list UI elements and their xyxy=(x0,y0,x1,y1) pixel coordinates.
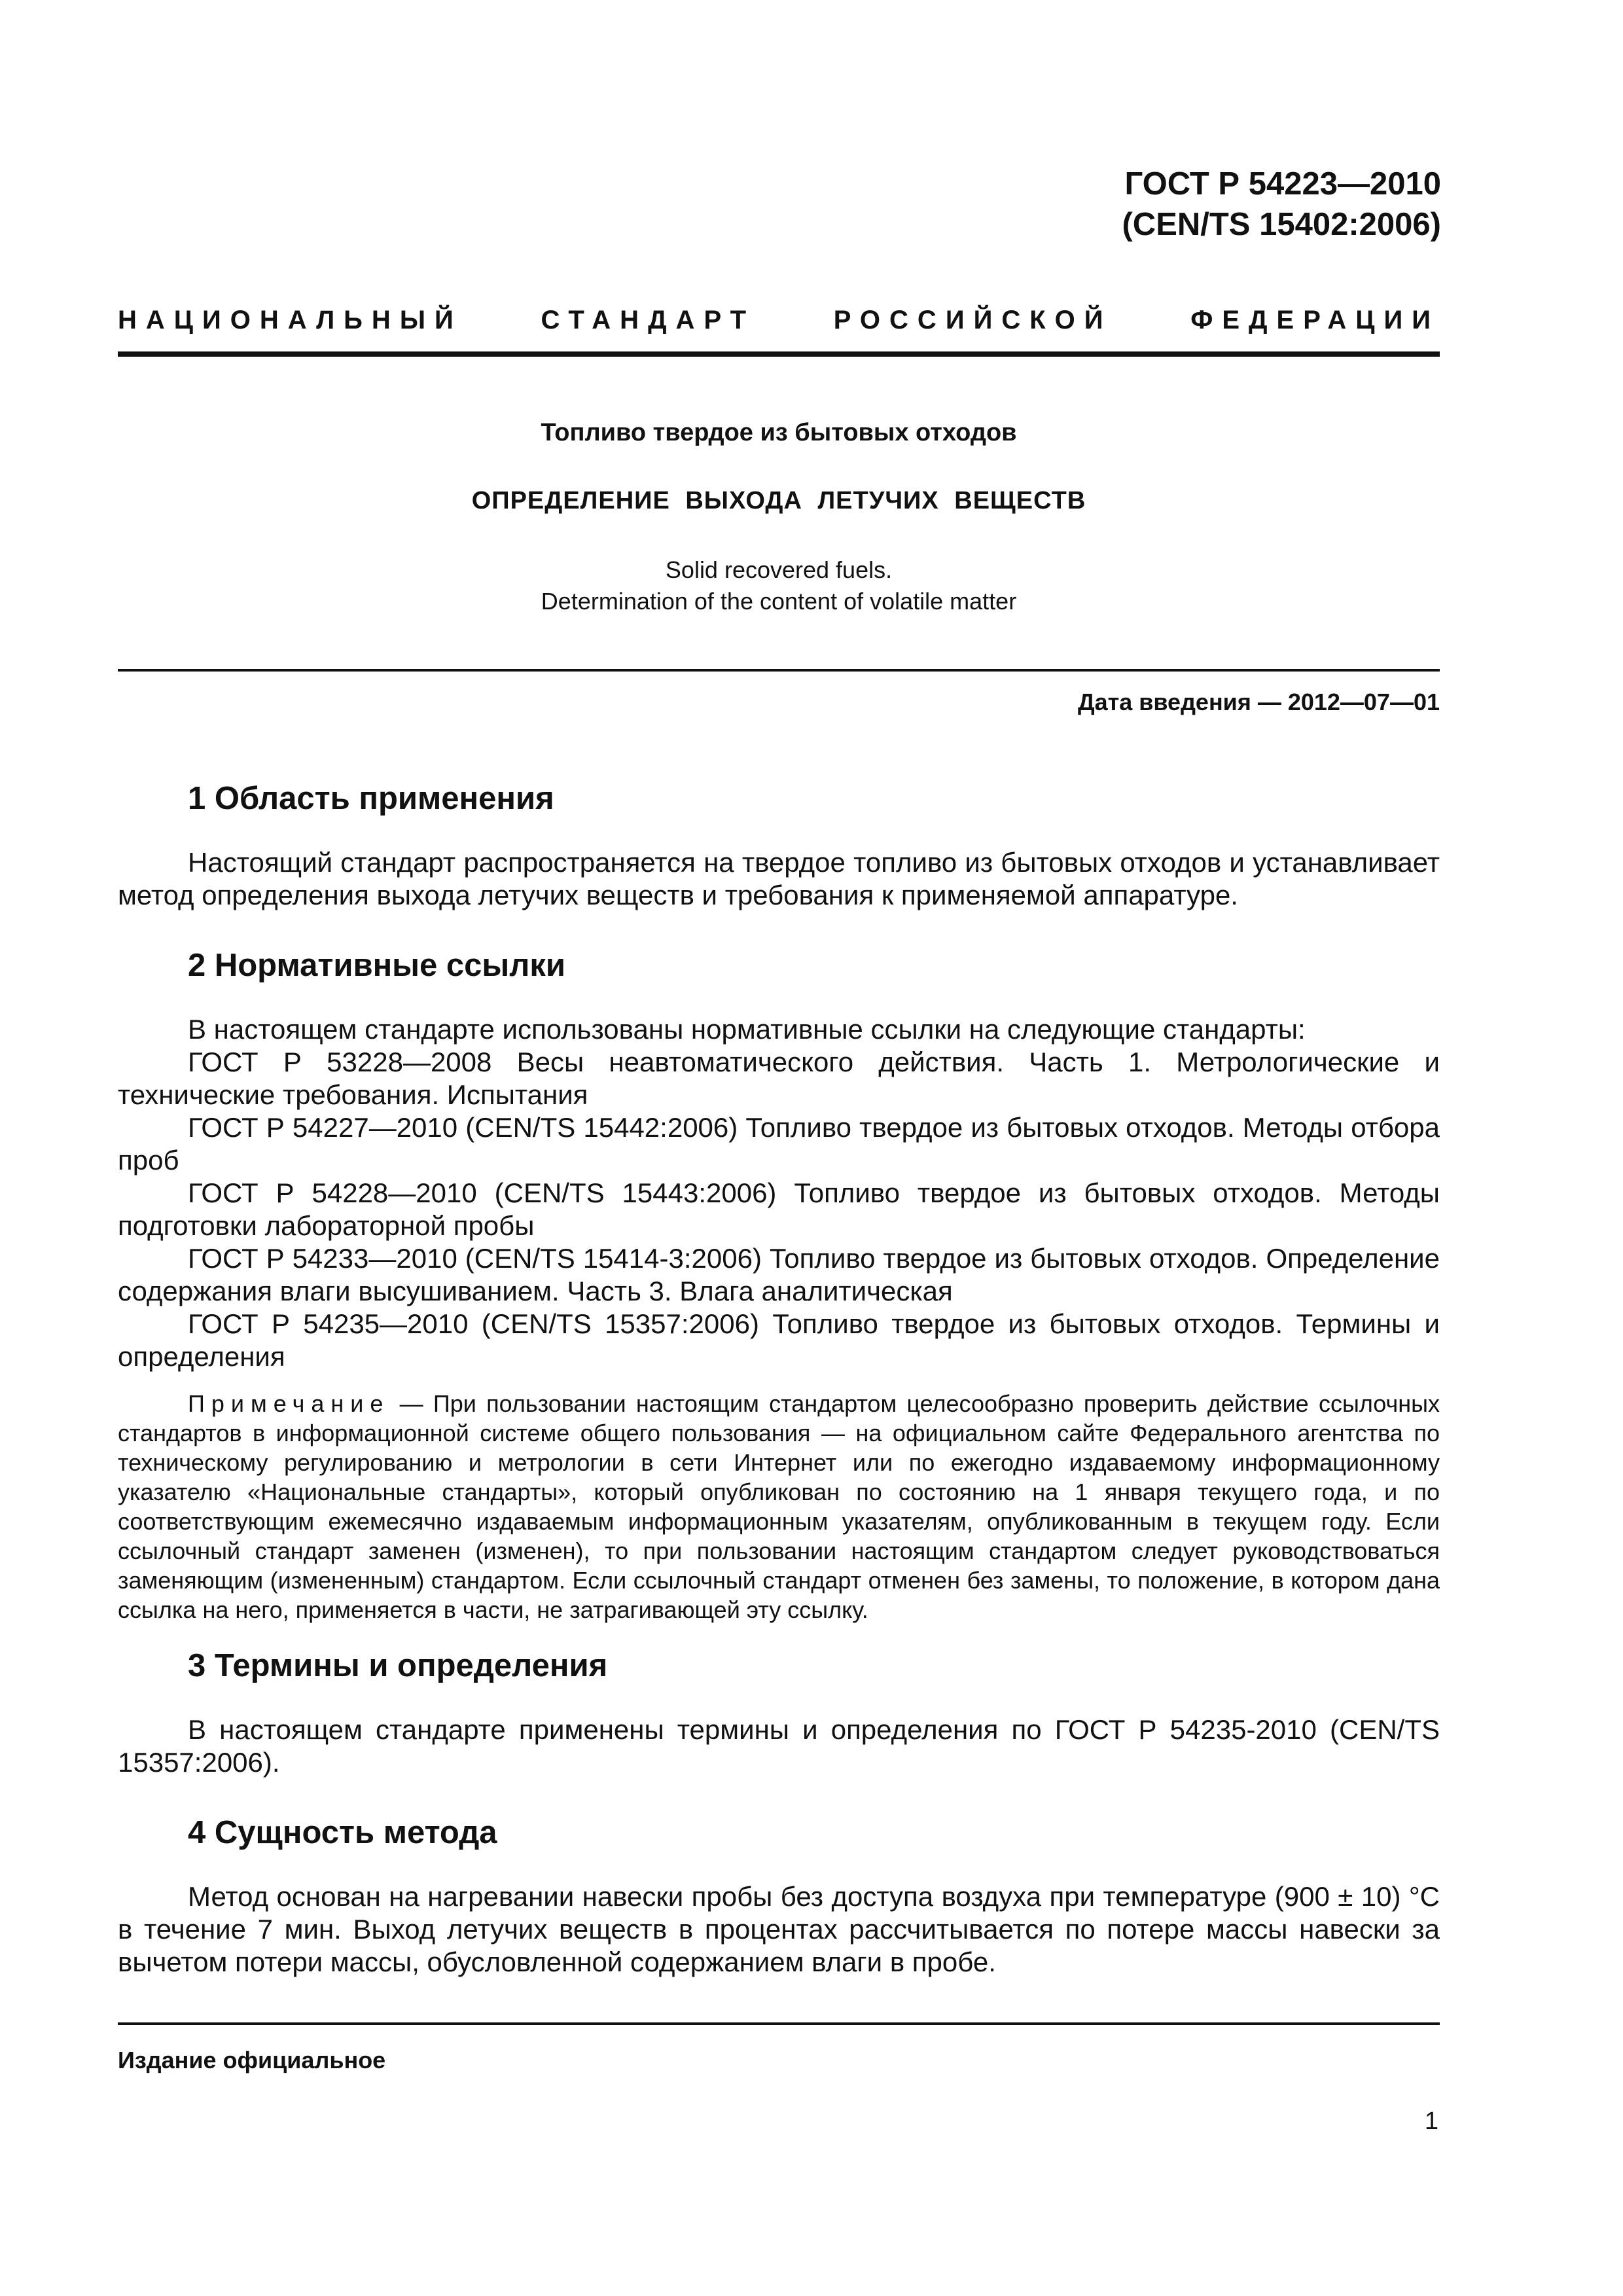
page-number: 1 xyxy=(1424,2108,1438,2135)
section-lead: В настоящем стандарте использованы нормативные ссылки на следующие стандарты: xyxy=(188,1014,1306,1045)
note-text: — При пользовании настоящим стандартом целесообразно проверить действие ссылочных стандартов в информационной системе общего пользования — на официальном сайте Федерального агентства по техническому регулированию и метрологии в сети Интернет или по ежегодно издаваемому информационному указателю «Национальные стандарты», который опубликован по состоянию на 1 января текущего года, и по соответствующим ежемесячно издаваемым информационным указателям, опубликованным в текущем году. Если ссылочный стандарт заменен (изменен), то при пользовании настоящим стандартом следует руководствоваться заменяющим (измененным) стандартом. Если ссылочный стандарт отменен без замены, то положение, в котором дана ссылка на него, применяется в части, не затрагивающей эту ссылку. xyxy=(118,1390,1440,1623)
footer-divider xyxy=(118,2022,1440,2025)
reference-note xyxy=(118,1389,1440,1624)
section-heading: 3 Термины и определения xyxy=(188,1648,608,1683)
section-method-principle xyxy=(118,1816,1440,1979)
section-heading: 1 Область применения xyxy=(188,781,554,816)
note-label: Примечание xyxy=(188,1390,390,1417)
standard-code-line2: (CEN/TS 15402:2006) xyxy=(1122,207,1441,242)
section-heading: 4 Сущность метода xyxy=(188,1815,497,1850)
section-heading: 2 Нормативные ссылки xyxy=(188,948,565,983)
section-paragraph: Метод основан на нагревании навески пробы без доступа воздуха при температуре (900 ± 10) °С в течение 7 мин. Выход летучих веществ в процентах рассчитывается по потере массы навески за вычетом потери массы, обусловленной содержанием влаги в пробе. xyxy=(118,1881,1440,1977)
section-paragraph: Настоящий стандарт распространяется на твердое топливо из бытовых отходов и устанавливает метод определения выхода летучих веществ и требования к применяемой аппаратуре. xyxy=(118,847,1440,910)
standard-code-line1: ГОСТ Р 54223—2010 xyxy=(1124,166,1441,202)
english-title-line2: Determination of the content of volatile matter xyxy=(541,588,1017,615)
edition-label: Издание официальное xyxy=(118,2047,386,2073)
standard-code xyxy=(1122,164,1441,245)
section-scope xyxy=(118,782,1440,912)
section-terms xyxy=(118,1649,1440,1779)
section-normative-references xyxy=(118,949,1440,1624)
document-topic: Топливо твердое из бытовых отходов xyxy=(541,419,1017,446)
national-standard-banner xyxy=(118,306,1440,335)
reference-item: ГОСТ Р 54233—2010 (CEN/TS 15414-3:2006) Топливо твердое из бытовых отходов. Определение содержания влаги высушиванием. Часть 3. Влага аналитическая xyxy=(118,1243,1440,1306)
introduction-date: Дата введения — 2012—07—01 xyxy=(1077,689,1440,715)
banner-word: ФЕДЕРАЦИИ xyxy=(1190,306,1440,334)
section-paragraph: В настоящем стандарте применены термины и определения по ГОСТ Р 54235-2010 (CEN/TS 15357:2006). xyxy=(118,1714,1440,1778)
reference-item: ГОСТ Р 53228—2008 Весы неавтоматического действия. Часть 1. Метрологические и технические требования. Испытания xyxy=(118,1047,1440,1110)
title-divider xyxy=(118,669,1440,672)
document-title: ОПРЕДЕЛЕНИЕ ВЫХОДА ЛЕТУЧИХ ВЕЩЕСТВ xyxy=(471,487,1086,514)
reference-item: ГОСТ Р 54227—2010 (CEN/TS 15442:2006) Топливо твердое из бытовых отходов. Методы отбора проб xyxy=(118,1112,1440,1175)
banner-word: РОССИЙСКОЙ xyxy=(833,306,1113,334)
english-title xyxy=(118,554,1440,617)
header-divider xyxy=(118,351,1440,357)
banner-word: НАЦИОНАЛЬНЫЙ xyxy=(118,306,463,334)
banner-word: СТАНДАРТ xyxy=(541,306,756,334)
reference-item: ГОСТ Р 54235—2010 (CEN/TS 15357:2006) Топливо твердое из бытовых отходов. Термины и определения xyxy=(118,1308,1440,1372)
english-title-line1: Solid recovered fuels. xyxy=(665,556,893,583)
reference-item: ГОСТ Р 54228—2010 (CEN/TS 15443:2006) Топливо твердое из бытовых отходов. Методы подготовки лабораторной пробы xyxy=(118,1177,1440,1241)
